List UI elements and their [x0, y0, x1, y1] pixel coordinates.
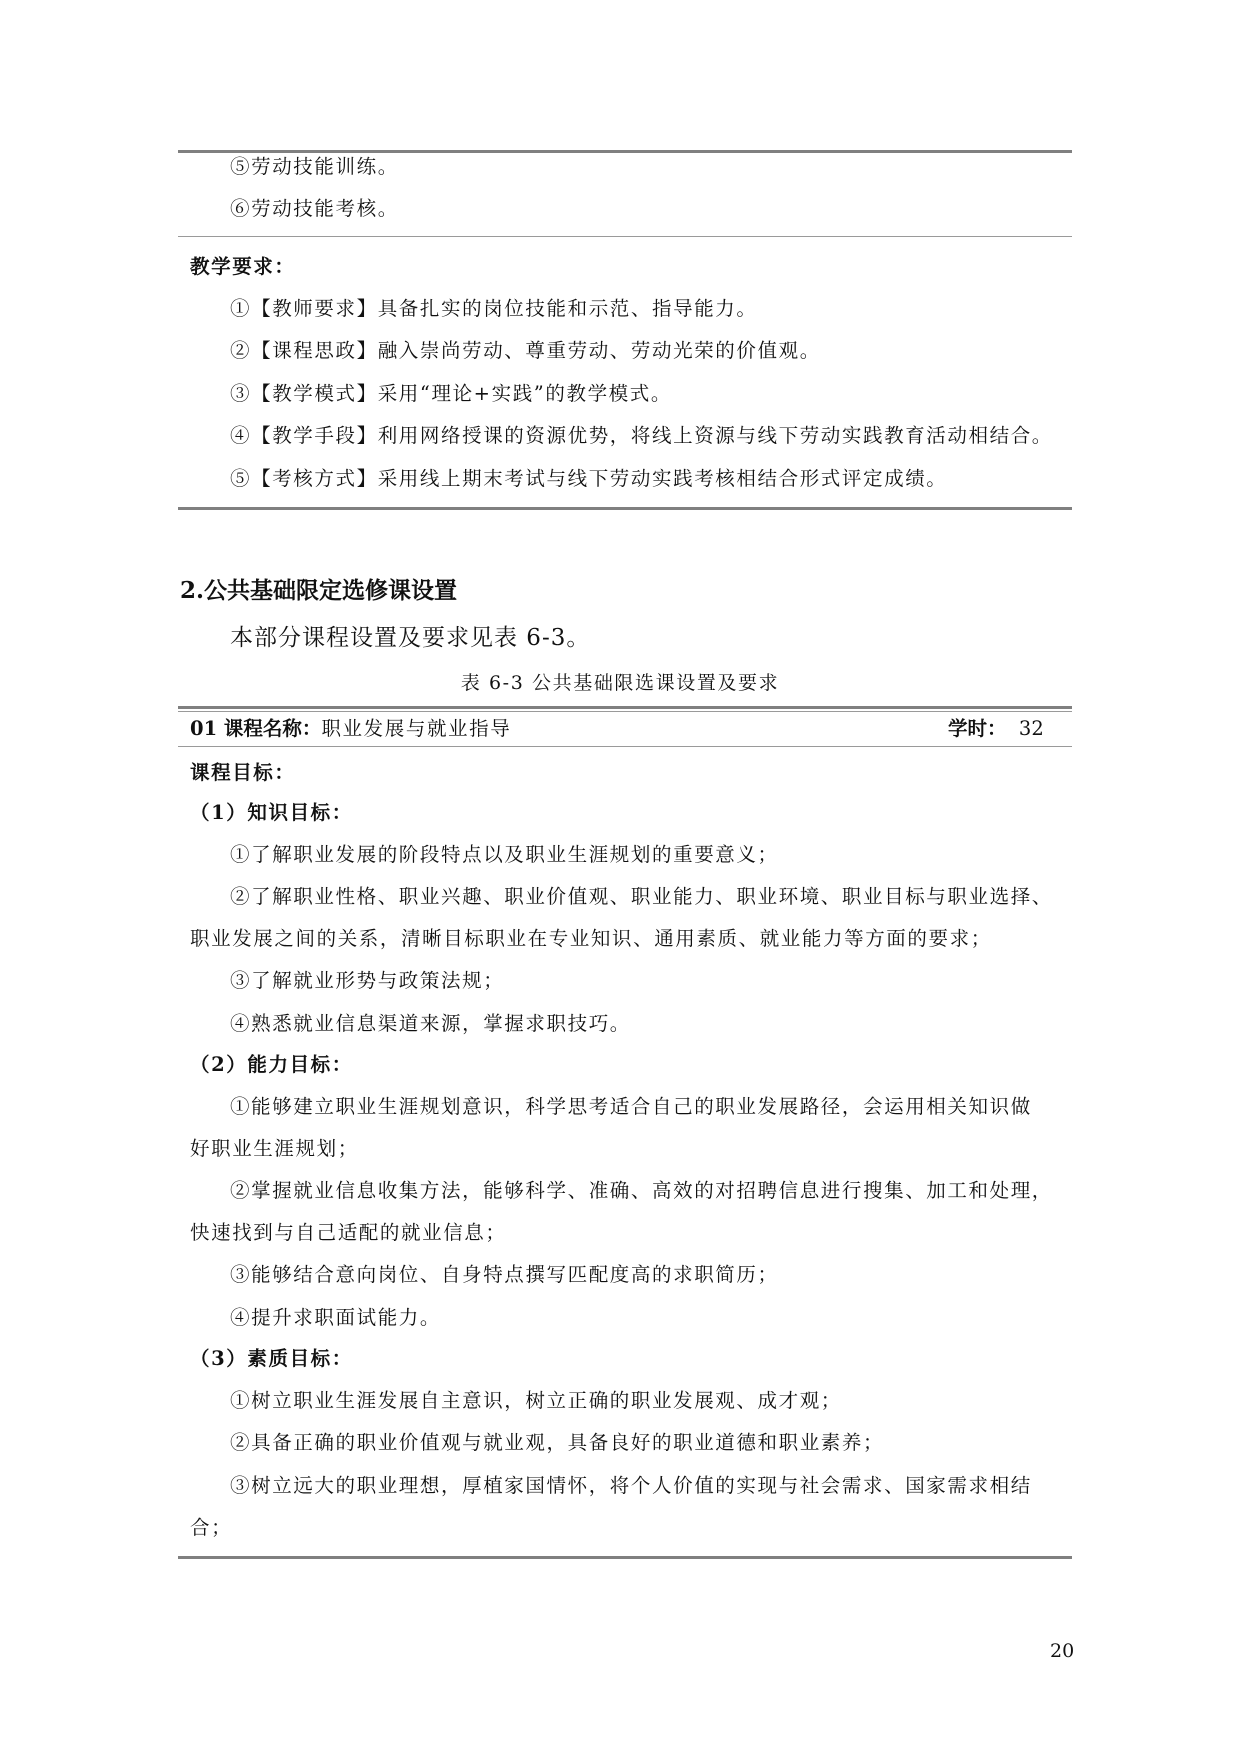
course-hours-row — [948, 716, 1044, 742]
ability-goal: ①能够建立职业生涯规划意识，科学思考适合自己的职业发展路径，会运用相关知识做 — [230, 1095, 1032, 1118]
quality-goal-continued: 合； — [190, 1516, 233, 1539]
quality-goal: ③树立远大的职业理想，厚植家国情怀，将个人价值的实现与社会需求、国家需求相结 — [230, 1474, 1032, 1497]
ability-goal: ②掌握就业信息收集方法，能够科学、准确、高效的对招聘信息进行搜集、加工和处理， — [230, 1179, 1053, 1202]
course-goals-heading: 课程目标： — [190, 761, 296, 784]
knowledge-goal: ②了解职业性格、职业兴趣、职业价值观、职业能力、职业环境、职业目标与职业选择、 — [230, 885, 1053, 908]
teaching-requirements-heading: 教学要求： — [190, 255, 296, 278]
table-caption: 表 6-3 公共基础限选课设置及要求 — [460, 672, 780, 694]
teaching-item: ②【课程思政】融入崇尚劳动、尊重劳动、劳动光荣的价值观。 — [230, 339, 821, 362]
table-row-divider — [178, 236, 1072, 237]
table-top-rule — [178, 150, 1072, 153]
quality-goal: ①树立职业生涯发展自主意识，树立正确的职业发展观、成才观； — [230, 1389, 842, 1412]
ability-goal-continued: 快速找到与自己适配的就业信息； — [190, 1221, 507, 1244]
quality-goal: ②具备正确的职业价值观与就业观，具备良好的职业道德和职业素养； — [230, 1431, 885, 1454]
labor-skill-training: ⑤劳动技能训练。 — [230, 155, 399, 178]
section-intro: 本部分课程设置及要求见表 6-3。 — [230, 625, 591, 651]
course-table-top-rule — [178, 706, 1072, 709]
course-name: 职业发展与就业指导 — [321, 717, 512, 740]
teaching-item: ③【教学模式】采用“理论+实践”的教学模式。 — [230, 382, 672, 405]
ability-goals-heading: （2）能力目标： — [190, 1053, 353, 1076]
teaching-item: ①【教师要求】具备扎实的岗位技能和示范、指导能力。 — [230, 297, 758, 320]
teaching-item: ⑤【考核方式】采用线上期末考试与线下劳动实践考核相结合形式评定成绩。 — [230, 467, 948, 490]
labor-skill-assessment: ⑥劳动技能考核。 — [230, 197, 399, 220]
ability-goal: ④提升求职面试能力。 — [230, 1306, 442, 1329]
course-table-bottom-rule — [178, 1556, 1072, 1559]
knowledge-goal: ③了解就业形势与政策法规； — [230, 969, 505, 992]
course-header-divider — [178, 746, 1072, 747]
page-number: 20 — [1050, 1640, 1075, 1662]
section-title: 2.公共基础限定选修课设置 — [180, 577, 458, 604]
course-table-top-rule-inner — [178, 711, 1072, 712]
course-name-label: 01 课程名称： — [190, 717, 322, 740]
ability-goal: ③能够结合意向岗位、自身特点撰写匹配度高的求职简历； — [230, 1263, 779, 1286]
knowledge-goals-heading: （1）知识目标： — [190, 801, 353, 824]
knowledge-goal: ④熟悉就业信息渠道来源，掌握求职技巧。 — [230, 1012, 631, 1035]
teaching-item: ④【教学手段】利用网络授课的资源优势，将线上资源与线下劳动实践教育活动相结合。 — [230, 424, 1053, 447]
knowledge-goal: ①了解职业发展的阶段特点以及职业生涯规划的重要意义； — [230, 843, 779, 866]
table-bottom-rule — [178, 507, 1072, 510]
course-hours: 32 — [1018, 717, 1044, 740]
ability-goal-continued: 好职业生涯规划； — [190, 1137, 359, 1160]
course-name-row — [190, 716, 511, 742]
quality-goals-heading: （3）素质目标： — [190, 1347, 353, 1370]
course-hours-label: 学时： — [948, 717, 1007, 740]
knowledge-goal-continued: 职业发展之间的关系，清晰目标职业在专业知识、通用素质、就业能力等方面的要求； — [190, 927, 992, 950]
